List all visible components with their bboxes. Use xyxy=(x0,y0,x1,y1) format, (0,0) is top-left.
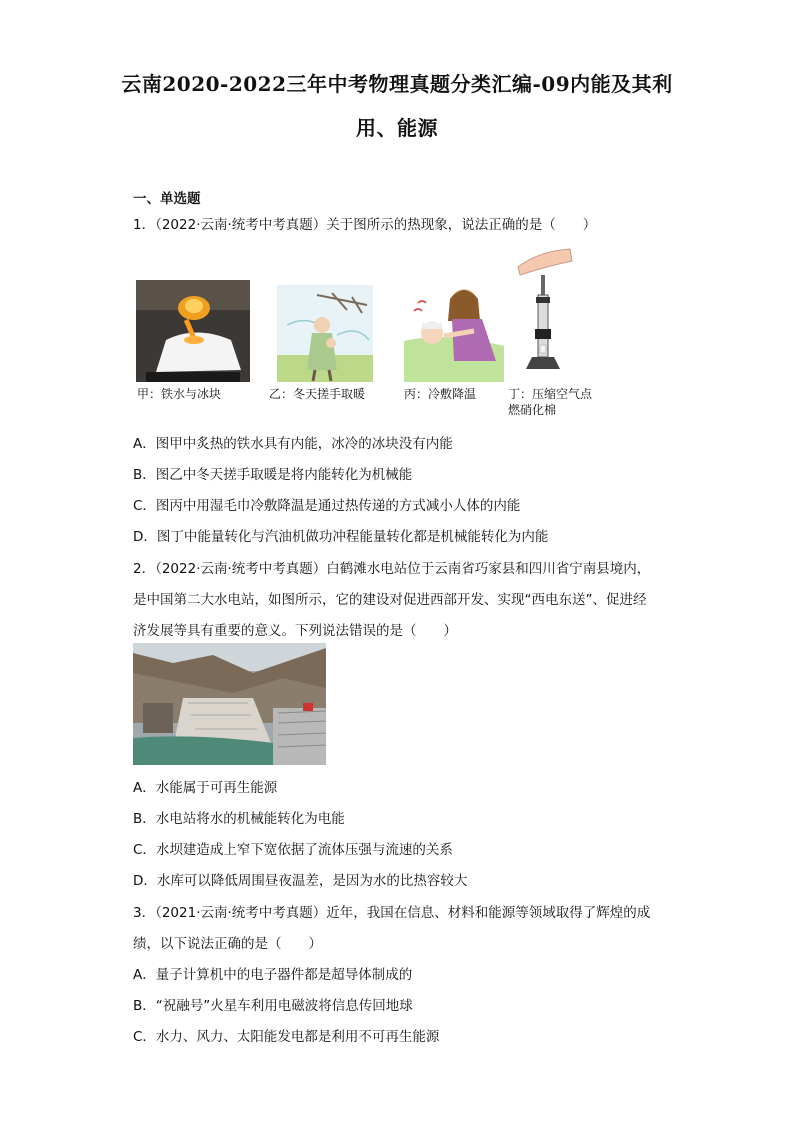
q3-option-b: B．“祝融号”火星车利用电磁波将信息传回地球 xyxy=(133,998,413,1014)
caption-jia: 甲：铁水与冰块 xyxy=(137,387,222,401)
q2-option-c: C．水坝建造成上窄下宽依据了流体压强与流速的关系 xyxy=(133,842,453,858)
q3-option-a: A．量子计算机中的电子器件都是超导体制成的 xyxy=(133,967,413,983)
q1-option-d: D．图丁中能量转化与汽油机做功冲程能量转化都是机械能转化为内能 xyxy=(133,529,549,545)
air-compression-apparatus-image xyxy=(514,245,574,378)
caption-yi: 乙：冬天搓手取暖 xyxy=(269,387,366,401)
q2-stem-line2: 是中国第二大水电站，如图所示，它的建设对促进西部开发、实现“西电东送”、促进经 xyxy=(133,592,647,608)
cold-compress-image xyxy=(404,281,504,382)
doc-title-line1: 云南2020-2022三年中考物理真题分类汇编-09内能及其利 xyxy=(121,72,673,96)
caption-bing: 丙：冷敷降温 xyxy=(404,387,477,401)
dam-photo-image xyxy=(133,643,326,765)
q2-stem-line3: 济发展等具有重要的意义。下列说法错误的是（ ） xyxy=(133,623,457,639)
caption-ding-line1: 丁：压缩空气点 xyxy=(508,387,593,401)
q2-stem-line1: 2．（2022·云南·统考中考真题）白鹤滩水电站位于云南省巧家县和四川省宁南县境内， xyxy=(133,561,651,577)
q3-option-c: C．水力、风力、太阳能发电都是利用不可再生能源 xyxy=(133,1029,440,1045)
q2-option-b: B．水电站将水的机械能转化为电能 xyxy=(133,811,345,827)
q1-stem: 1．（2022·云南·统考中考真题）关于图所示的热现象，说法正确的是（ ） xyxy=(133,217,597,233)
doc-title-line2: 用、能源 xyxy=(356,116,438,140)
molten-iron-ice-image xyxy=(136,280,250,382)
rubbing-hands-image xyxy=(277,285,373,382)
caption-ding-line2: 燃硝化棉 xyxy=(508,403,557,417)
section-heading: 一、单选题 xyxy=(133,191,201,207)
q3-stem-line2: 绩，以下说法正确的是（ ） xyxy=(133,936,322,952)
q1-option-a: A．图甲中炙热的铁水具有内能，冰冷的冰块没有内能 xyxy=(133,436,453,452)
q1-option-b: B．图乙中冬天搓手取暖是将内能转化为机械能 xyxy=(133,467,413,483)
q3-stem-line1: 3．（2021·云南·统考中考真题）近年，我国在信息、材料和能源等领域取得了辉煌的成 xyxy=(133,905,651,921)
q2-option-a: A．水能属于可再生能源 xyxy=(133,780,278,796)
q1-option-c: C．图丙中用湿毛巾冷敷降温是通过热传递的方式减小人体的内能 xyxy=(133,498,521,514)
q2-option-d: D．水库可以降低周围昼夜温差，是因为水的比热容较大 xyxy=(133,873,468,889)
